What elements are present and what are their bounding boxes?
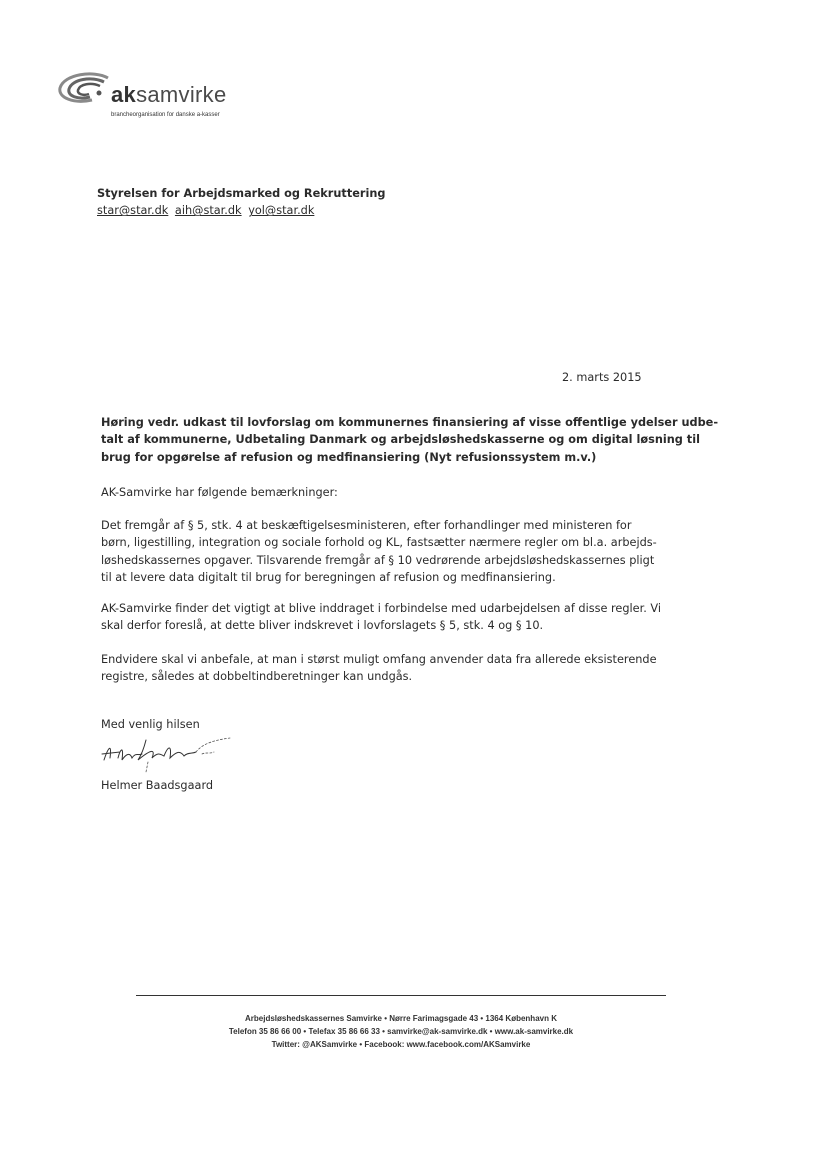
subject-line: Høring vedr. udkast til lovforslag om kommunernes finansiering af visse offentlige ydelser udbe- [101,416,719,429]
body-paragraph-3 [101,651,657,686]
closing-phrase: Med venlig hilsen [101,718,200,731]
recipient-name: Styrelsen for Arbejdsmarked og Rekruttering [97,187,386,200]
email-link-star[interactable]: star@star.dk [97,204,169,218]
paragraph-line: skal derfor foreslå, at dette bliver indskrevet i lovforslagets § 5, stk. 4 og § 10. [101,619,544,633]
paragraph-line: AK-Samvirke finder det vigtigt at blive inddraget i forbindelse med udarbejdelsen af disse regler. Vi [101,602,662,615]
paragraph-line: Endvidere skal vi anbefale, at man i størst muligt omfang anvender data fra allerede eksisterende [101,653,657,666]
logo-suffix: samvirke [136,82,227,107]
letter-date: 2. marts 2015 [562,371,642,384]
paragraph-line: børn, ligestilling, integration og sociale forhold og KL, fastsætter nærmere regler om bl.a. arbejds- [101,536,657,550]
footer-contact: Telefon 35 86 66 00 • Telefax 35 86 66 33 • samvirke@ak-samvirke.dk • www.ak-samvirke.dk [228,1027,574,1036]
letter-intro: AK-Samvirke har følgende bemærkninger: [101,486,338,499]
recipient-block [97,185,385,220]
body-paragraph-1 [101,517,657,587]
subject-line: brug for opgørelse af refusion og medfinansiering (Nyt refusionssystem m.v.) [101,450,597,464]
logo-prefix: ak [111,82,137,107]
email-link-yol[interactable]: yol@star.dk [248,204,315,218]
footer-divider [136,995,666,996]
body-paragraph-2 [101,600,661,635]
email-link-aih[interactable]: aih@star.dk [174,204,242,218]
logo-wordmark [111,83,227,107]
logo-tagline: brancheorganisation for danske a-kasser [111,112,220,118]
signer-name: Helmer Baadsgaard [101,779,214,792]
footer-address: Arbejdsløshedskassernes Samvirke • Nørre Farimagsgade 43 • 1364 København K [245,1014,557,1023]
subject-line: talt af kommunerne, Udbetaling Danmark og arbejdsløshedskasserne og om digital løsning til [101,433,700,447]
footer-social: Twitter: @AKSamvirke • Facebook: www.facebook.com/AKSamvirke [271,1040,531,1049]
paragraph-line: registre, således at dobbeltindberetninger kan undgås. [101,670,413,684]
letter-subject [101,414,718,466]
recipient-emails [97,202,385,219]
paragraph-line: Det fremgår af § 5, stk. 4 at beskæftigelsesministeren, efter forhandlinger med ministeren for [101,519,632,532]
paragraph-line: til at levere data digitalt til brug for beregningen af refusion og medfinansiering. [101,571,556,585]
handwritten-signature [98,730,238,776]
paragraph-line: løshedskassernes opgaver. Tilsvarende fremgår af § 10 vedrørende arbejdsløshedskassernes pligt [101,553,655,567]
logo-swoosh-icon [56,72,116,106]
